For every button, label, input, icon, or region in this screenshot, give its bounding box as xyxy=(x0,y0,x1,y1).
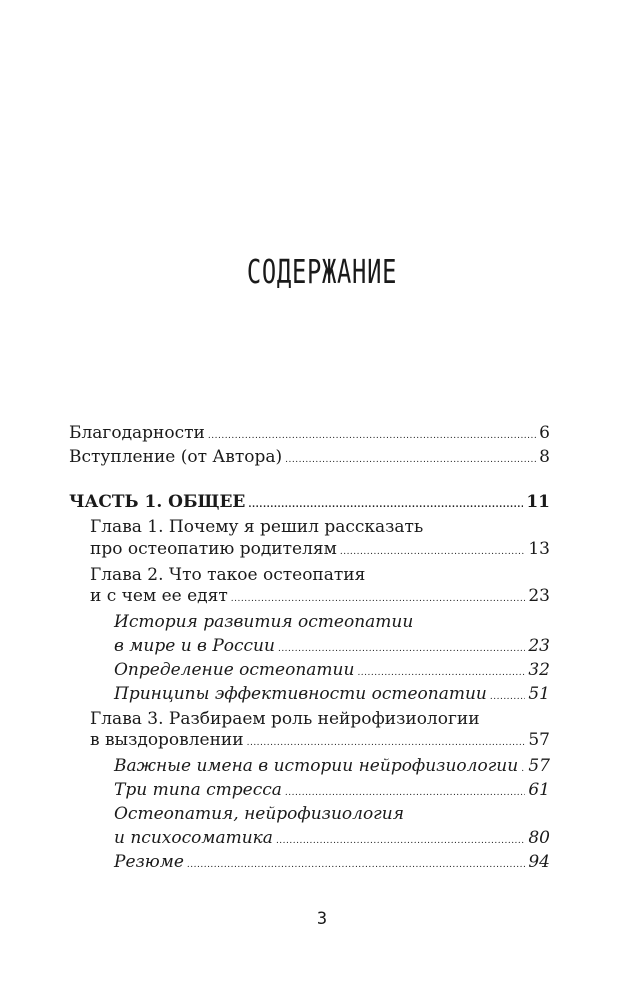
toc-entry-section-stress[interactable] xyxy=(114,780,550,803)
toc-page-number: 94 xyxy=(528,852,550,872)
toc-entry-label: Три типа стресса xyxy=(114,780,282,800)
dot-leader xyxy=(490,684,525,707)
toc-entry-label: Вступление (от Автора) xyxy=(69,447,283,467)
toc-page-number: 51 xyxy=(528,684,550,704)
toc-page-number: 8 xyxy=(539,447,550,467)
dot-leader xyxy=(247,730,526,753)
dot-leader xyxy=(276,828,525,851)
toc-entry-chapter-2[interactable] xyxy=(90,586,550,609)
page-number: 3 xyxy=(316,909,328,929)
toc-entry-label: Благодарности xyxy=(69,423,205,443)
dot-leader xyxy=(231,586,526,609)
dot-leader xyxy=(521,756,525,779)
toc-entry-label: и психосоматика xyxy=(114,828,273,848)
toc-entry-section-principles[interactable] xyxy=(114,684,550,707)
dot-leader xyxy=(278,636,525,659)
toc-entry-label: и с чем ее едят xyxy=(90,586,228,606)
dot-leader xyxy=(357,660,525,683)
toc-page-number: 57 xyxy=(528,730,550,750)
toc-page-number: 61 xyxy=(528,780,550,800)
toc-entry-label: в выздоровлении xyxy=(90,730,244,750)
toc-entry-acknowledgements[interactable] xyxy=(69,423,550,446)
toc-entry-label: про остеопатию родителям xyxy=(90,539,337,559)
dot-leader xyxy=(285,780,525,803)
toc-entry-label: Определение остеопатии xyxy=(114,660,355,680)
toc-entry-section-summary[interactable] xyxy=(114,852,550,875)
toc-entry-section-names[interactable] xyxy=(114,756,550,779)
toc-page-number: 80 xyxy=(528,828,550,848)
dot-leader xyxy=(248,492,523,515)
dot-leader xyxy=(208,423,536,446)
toc-entry-chapter-3[interactable] xyxy=(90,730,550,753)
toc-entry-chapter-2-line1[interactable]: Глава 2. Что такое остеопатия xyxy=(90,565,366,585)
dot-leader xyxy=(340,539,526,562)
toc-entry-label: Принципы эффективности остеопатии xyxy=(114,684,487,704)
toc-entry-section-psychosomatics[interactable] xyxy=(114,828,550,851)
toc-entry-section-history-line1[interactable]: История развития остеопатии xyxy=(114,612,414,632)
toc-entry-chapter-3-line1[interactable]: Глава 3. Разбираем роль нейрофизиологии xyxy=(90,709,480,729)
toc-page-number: 11 xyxy=(526,492,550,512)
toc-page-number: 23 xyxy=(528,636,550,656)
toc-page-number: 32 xyxy=(528,660,550,680)
dot-leader xyxy=(187,852,525,875)
toc-entry-label: Резюме xyxy=(114,852,184,872)
dot-leader xyxy=(285,447,536,470)
toc-entry-section-psychosomatics-line1[interactable]: Остеопатия, нейрофизиология xyxy=(114,804,404,824)
toc-entry-introduction[interactable] xyxy=(69,447,550,470)
toc-entry-part-1[interactable] xyxy=(69,492,550,515)
toc-entry-label: в мире и в России xyxy=(114,636,275,656)
toc-entry-section-history[interactable] xyxy=(114,636,550,659)
toc-entry-label: Важные имена в истории нейрофизиологии xyxy=(114,756,519,776)
toc-entry-label: ЧАСТЬ 1. ОБЩЕЕ xyxy=(69,492,246,512)
toc-page-number: 6 xyxy=(539,423,550,443)
toc-page-number: 57 xyxy=(528,756,550,776)
toc-entry-chapter-1[interactable] xyxy=(90,539,550,562)
toc-page-number: 13 xyxy=(528,539,550,559)
toc-entry-section-definition[interactable] xyxy=(114,660,550,683)
toc-entry-chapter-1-line1[interactable]: Глава 1. Почему я решил рассказать xyxy=(90,517,424,537)
toc-page-number: 23 xyxy=(528,586,550,606)
page-title: СОДЕРЖАНИЕ xyxy=(246,252,398,291)
